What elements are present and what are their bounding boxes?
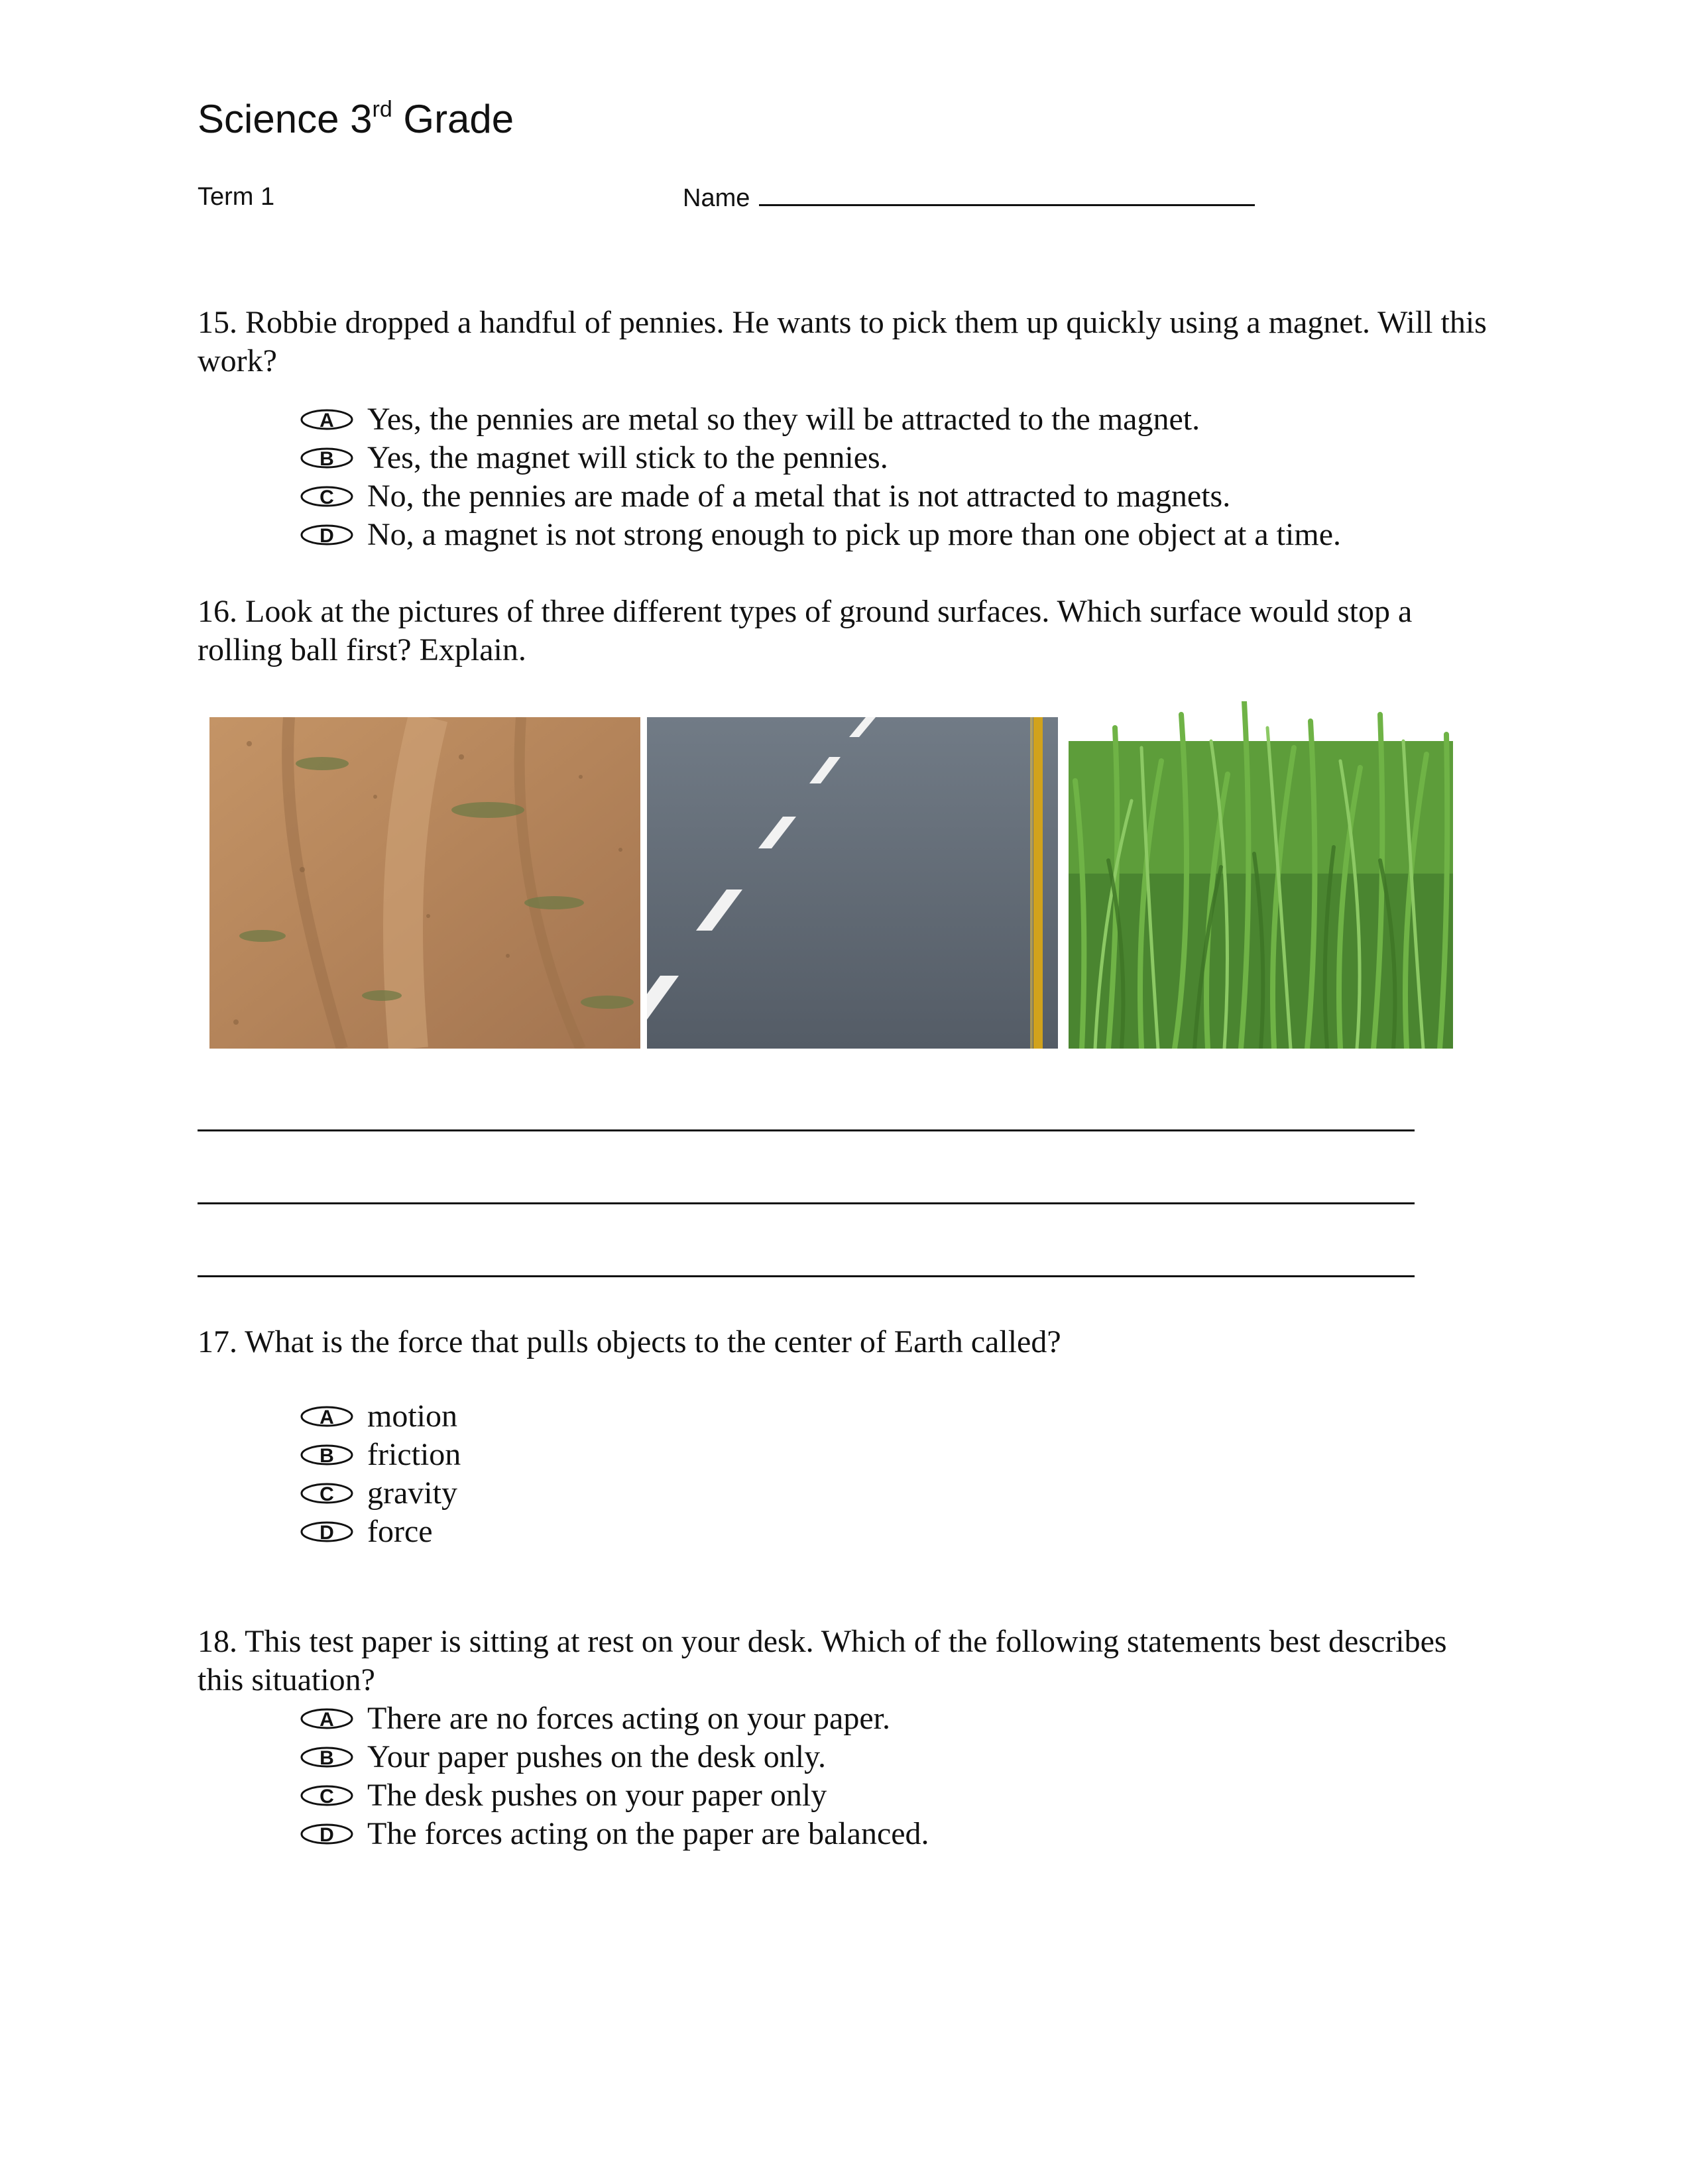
option-17-c[interactable] bbox=[300, 1474, 461, 1513]
option-15-d[interactable] bbox=[300, 516, 1341, 554]
asphalt-road-image bbox=[647, 717, 1058, 1049]
option-17-d[interactable] bbox=[300, 1513, 461, 1551]
answer-bubble-a-icon[interactable] bbox=[300, 1405, 354, 1428]
svg-text:C: C bbox=[320, 487, 334, 508]
answer-bubble-b-icon[interactable] bbox=[300, 1444, 354, 1466]
option-18-c[interactable] bbox=[300, 1776, 929, 1815]
answer-bubble-d-icon[interactable] bbox=[300, 1521, 354, 1543]
option-17-b-text: friction bbox=[367, 1437, 461, 1472]
svg-text:A: A bbox=[320, 1407, 334, 1428]
answer-bubble-c-icon[interactable] bbox=[300, 1482, 354, 1505]
answer-bubble-b-icon[interactable] bbox=[300, 1746, 354, 1768]
grass-image bbox=[1069, 701, 1453, 1049]
title-superscript: rd bbox=[372, 97, 392, 122]
name-blank-line[interactable] bbox=[759, 184, 1255, 206]
option-17-c-text: gravity bbox=[367, 1475, 457, 1511]
answer-bubble-c-icon[interactable] bbox=[300, 1784, 354, 1807]
option-15-a-text: Yes, the pennies are metal so they will be attracted to the magnet. bbox=[367, 402, 1200, 437]
svg-text:C: C bbox=[320, 1483, 334, 1505]
title-main: Science 3 bbox=[198, 97, 373, 141]
ground-surface-pictures bbox=[209, 701, 1462, 1054]
svg-text:B: B bbox=[320, 1747, 334, 1768]
name-field bbox=[683, 184, 1255, 211]
question-16-text: 16. Look at the pictures of three different types of ground surfaces. Which surface would stop a rolling ball first? Explain. bbox=[198, 594, 1413, 667]
option-15-c[interactable] bbox=[300, 477, 1341, 516]
answer-bubble-a-icon[interactable] bbox=[300, 1707, 354, 1730]
option-18-a-text: There are no forces acting on your paper. bbox=[367, 1701, 890, 1736]
question-15-text: 15. Robbie dropped a handful of pennies. He wants to pick them up quickly using a magnet. Will this work? bbox=[198, 305, 1487, 378]
option-17-d-text: force bbox=[367, 1514, 433, 1549]
svg-text:D: D bbox=[320, 1824, 334, 1845]
option-17-a[interactable] bbox=[300, 1397, 461, 1436]
question-18-options bbox=[300, 1699, 929, 1853]
question-17-options bbox=[300, 1397, 461, 1551]
option-18-a[interactable] bbox=[300, 1699, 929, 1738]
option-18-b[interactable] bbox=[300, 1738, 929, 1776]
question-18-text: 18. This test paper is sitting at rest on your desk. Which of the following statements best describes this situation? bbox=[198, 1624, 1447, 1697]
option-15-b-text: Yes, the magnet will stick to the pennies. bbox=[367, 440, 888, 475]
answer-bubble-a-icon[interactable] bbox=[300, 408, 354, 431]
svg-text:C: C bbox=[320, 1786, 334, 1807]
option-18-d-text: The forces acting on the paper are balanced. bbox=[367, 1816, 929, 1851]
title-rest: Grade bbox=[392, 97, 514, 141]
worksheet-title bbox=[198, 99, 514, 139]
term-label: Term 1 bbox=[198, 183, 275, 211]
answer-line-3[interactable] bbox=[198, 1275, 1415, 1277]
svg-text:B: B bbox=[320, 448, 334, 469]
option-18-d[interactable] bbox=[300, 1815, 929, 1853]
option-15-c-text: No, the pennies are made of a metal that is not attracted to magnets. bbox=[367, 479, 1231, 514]
option-17-a-text: motion bbox=[367, 1399, 458, 1434]
option-17-b[interactable] bbox=[300, 1436, 461, 1474]
name-label: Name bbox=[683, 184, 750, 212]
answer-line-2[interactable] bbox=[198, 1202, 1415, 1204]
option-18-c-text: The desk pushes on your paper only bbox=[367, 1778, 827, 1813]
svg-text:A: A bbox=[320, 1709, 334, 1730]
answer-bubble-c-icon[interactable] bbox=[300, 485, 354, 508]
question-17-text: 17. What is the force that pulls objects to the center of Earth called? bbox=[198, 1324, 1061, 1359]
option-15-b[interactable] bbox=[300, 439, 1341, 477]
answer-bubble-d-icon[interactable] bbox=[300, 1823, 354, 1845]
answer-bubble-d-icon[interactable] bbox=[300, 524, 354, 546]
svg-text:B: B bbox=[320, 1445, 334, 1466]
dirt-surface-image bbox=[209, 717, 640, 1049]
option-15-a[interactable] bbox=[300, 400, 1341, 439]
svg-text:A: A bbox=[320, 410, 334, 431]
option-18-b-text: Your paper pushes on the desk only. bbox=[367, 1739, 826, 1774]
answer-line-1[interactable] bbox=[198, 1129, 1415, 1131]
svg-text:D: D bbox=[320, 525, 334, 546]
answer-bubble-b-icon[interactable] bbox=[300, 447, 354, 469]
option-15-d-text: No, a magnet is not strong enough to pick up more than one object at a time. bbox=[367, 517, 1341, 552]
question-15-options bbox=[300, 400, 1341, 554]
svg-text:D: D bbox=[320, 1522, 334, 1543]
